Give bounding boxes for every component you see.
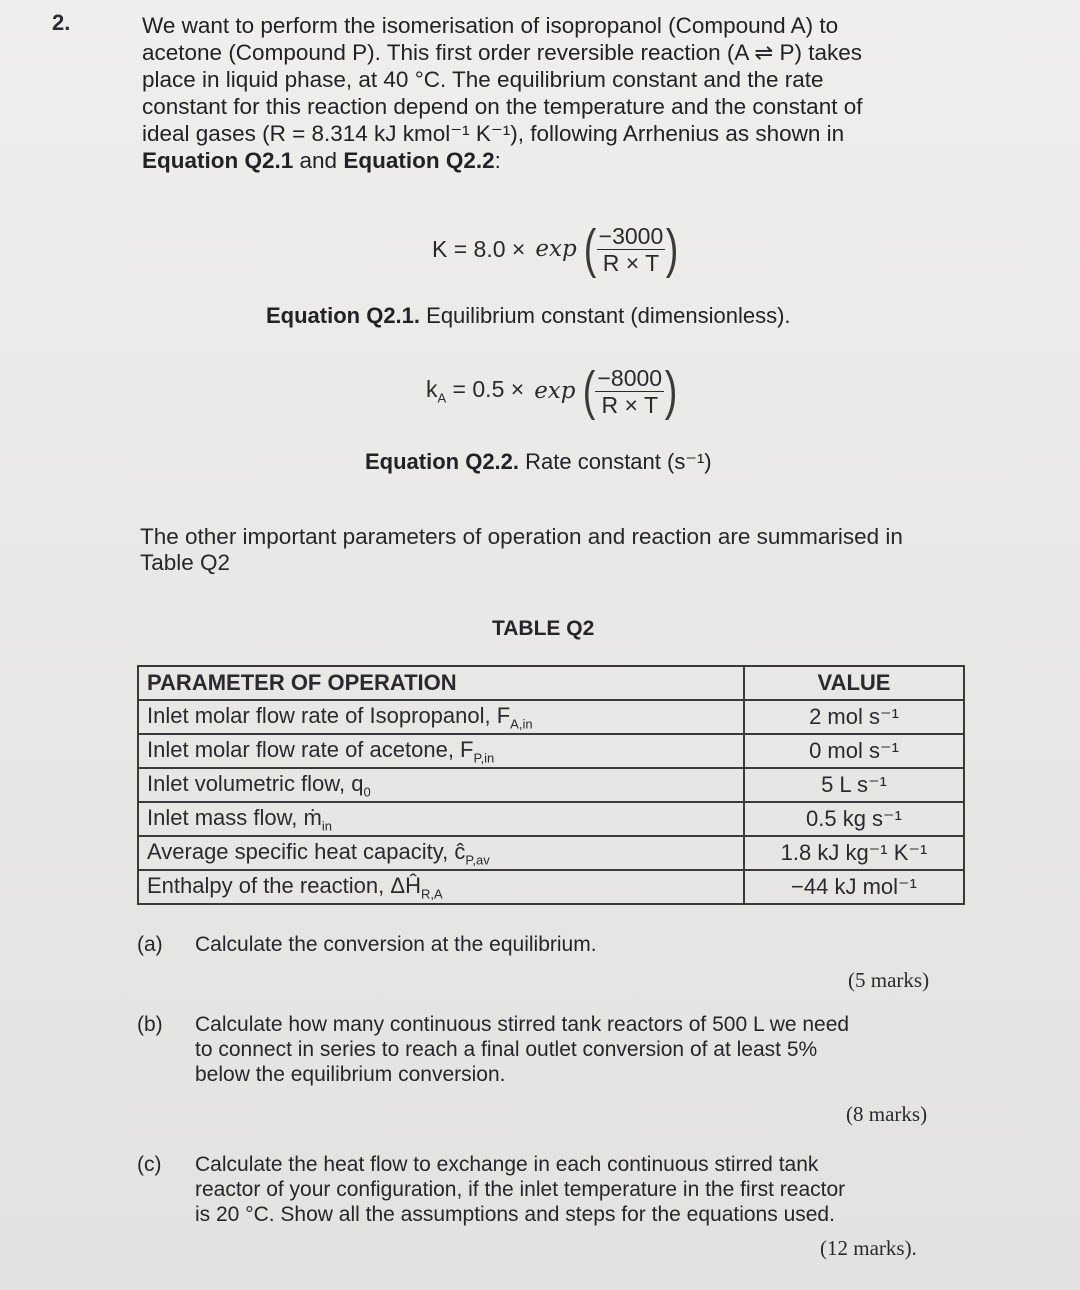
value-cell: −44 kJ mol⁻¹ — [744, 870, 964, 904]
part-a-marks: (5 marks) — [848, 968, 930, 992]
equation-q2-1 — [432, 219, 681, 279]
table-header-row — [138, 666, 964, 700]
equation-ref: Equation Q2.1 — [142, 148, 294, 173]
conjunction: and — [293, 148, 344, 173]
paragraph-line: Table Q2 — [140, 550, 231, 575]
fraction — [595, 366, 664, 417]
part-b-marks: (8 marks) — [846, 1102, 928, 1126]
lhs-symbol: k — [426, 376, 438, 403]
param-cell — [138, 870, 744, 904]
part-line: reactor of your configuration, if the inlet temperature in the first reactor — [195, 1178, 846, 1201]
denominator: R × T — [601, 391, 659, 418]
part-label: (a) — [137, 933, 163, 956]
part-text — [195, 1012, 849, 1087]
part-line: Calculate the conversion at the equilibrium. — [195, 933, 597, 956]
table-row — [138, 802, 964, 836]
table-title: TABLE Q2 — [492, 617, 595, 640]
param-cell — [138, 836, 744, 870]
caption-label: Equation Q2.1. — [266, 303, 421, 328]
equation-q2-2-caption — [365, 449, 712, 475]
right-paren: ) — [664, 361, 678, 421]
table-row — [138, 734, 964, 768]
intro-line — [142, 147, 942, 174]
denominator: R × T — [602, 249, 660, 276]
part-c-marks: (12 marks). — [820, 1236, 917, 1260]
table-intro-paragraph — [140, 524, 970, 576]
part-c — [137, 1152, 957, 1232]
param-subscript: A,in — [510, 716, 533, 732]
numerator: −8000 — [597, 364, 663, 391]
intro-paragraph — [142, 12, 942, 174]
caption-label: Equation Q2.2. — [365, 449, 520, 474]
part-label: (b) — [137, 1013, 163, 1036]
value-cell: 0 mol s⁻¹ — [744, 734, 964, 768]
intro-line: place in liquid phase, at 40 °C. The equilibrium constant and the rate — [142, 67, 824, 92]
part-line: Calculate how many continuous stirred tank reactors of 500 L we need — [195, 1013, 850, 1036]
value-cell: 1.8 kJ kg⁻¹ K⁻¹ — [744, 836, 964, 870]
parameters-table — [137, 665, 965, 905]
table-row — [138, 836, 964, 870]
value-cell: 5 L s⁻¹ — [744, 768, 964, 802]
paragraph-line: The other important parameters of operation and reaction are summarised in — [140, 524, 903, 549]
param-text: Inlet molar flow rate of Isopropanol, F — [147, 702, 511, 728]
left-paren: ( — [583, 219, 596, 279]
param-text: Enthalpy of the reaction, ΔĤ — [147, 872, 421, 898]
param-cell — [138, 802, 744, 836]
part-line: to connect in series to reach a final outlet conversion of at least 5% — [195, 1038, 818, 1061]
part-a — [137, 932, 957, 962]
part-line: is 20 °C. Show all the assumptions and steps for the equations used. — [195, 1203, 835, 1226]
param-text: Inlet mass flow, ṁ — [147, 804, 322, 830]
question-number: 2. — [52, 10, 71, 35]
header-value: VALUE — [744, 666, 964, 700]
value-cell: 0.5 kg s⁻¹ — [744, 802, 964, 836]
param-subscript: R,A — [420, 886, 443, 902]
caption-text: Rate constant (s⁻¹) — [519, 449, 712, 474]
intro-line: acetone (Compound P). This first order reversible reaction (A ⇌ P) takes — [142, 40, 862, 65]
colon: : — [494, 148, 501, 173]
param-subscript: P,av — [465, 852, 490, 868]
equation-ref: Equation Q2.2 — [343, 148, 495, 173]
part-text — [195, 932, 597, 957]
value-cell: 2 mol s⁻¹ — [744, 700, 964, 734]
equation-lhs: K = 8.0 × — [432, 235, 526, 262]
exp-function: exp — [535, 236, 577, 262]
param-subscript: 0 — [363, 784, 371, 800]
equation-lhs — [426, 376, 524, 406]
equation-q2-1-caption — [266, 303, 791, 329]
table-row — [138, 768, 964, 802]
fraction — [597, 224, 666, 275]
param-cell — [138, 768, 744, 802]
equation-q2-2 — [426, 361, 680, 421]
param-subscript: P,in — [473, 750, 495, 766]
left-paren: ( — [582, 361, 595, 421]
param-text: Average specific heat capacity, ĉ — [147, 838, 466, 864]
intro-line: We want to perform the isomerisation of isopropanol (Compound A) to — [142, 13, 839, 38]
table-row — [138, 700, 964, 734]
caption-text: Equilibrium constant (dimensionless). — [420, 303, 791, 328]
param-cell — [138, 700, 744, 734]
numerator: −3000 — [598, 222, 664, 249]
intro-line: constant for this reaction depend on the temperature and the constant of — [142, 94, 863, 119]
part-line: below the equilibrium conversion. — [195, 1063, 506, 1086]
lhs-rest: = 0.5 × — [446, 376, 525, 403]
part-line: Calculate the heat flow to exchange in each continuous stirred tank — [195, 1153, 819, 1176]
part-label: (c) — [137, 1153, 162, 1176]
lhs-subscript: A — [437, 390, 447, 406]
intro-line: ideal gases (R = 8.314 kJ kmol⁻¹ K⁻¹), following Arrhenius as shown in — [142, 121, 845, 146]
param-cell — [138, 734, 744, 768]
part-b — [137, 1012, 957, 1092]
table-row — [138, 870, 964, 904]
part-text — [195, 1152, 845, 1227]
exp-function: exp — [534, 378, 576, 404]
param-text: Inlet volumetric flow, q — [147, 770, 364, 796]
right-paren: ) — [665, 219, 679, 279]
header-parameter: PARAMETER OF OPERATION — [138, 666, 744, 700]
param-text: Inlet molar flow rate of acetone, F — [147, 736, 474, 762]
param-subscript: in — [321, 818, 332, 834]
